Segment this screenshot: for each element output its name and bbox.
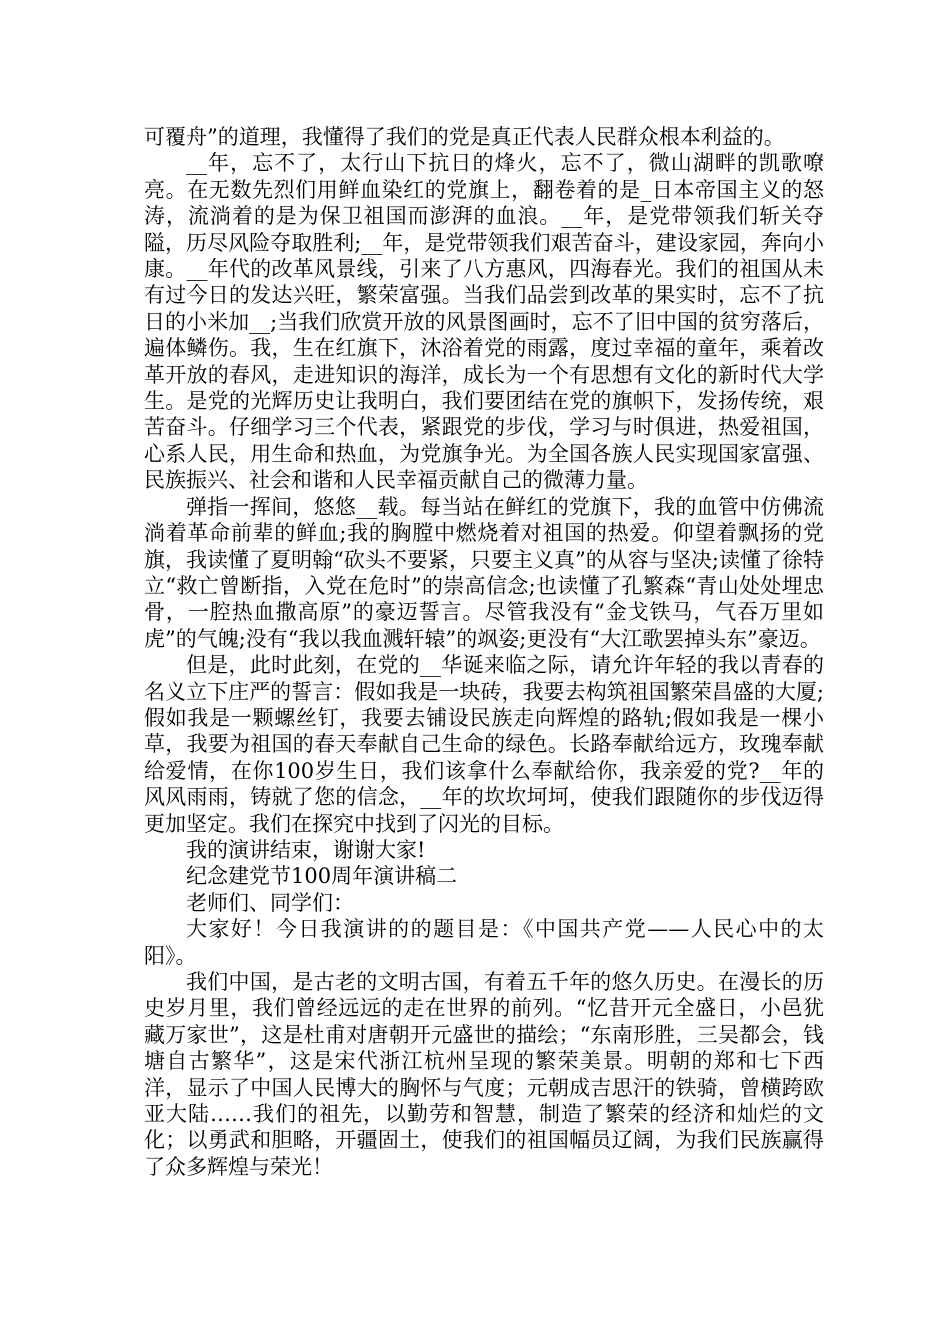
paragraph-2: __年，忘不了，太行山下抗日的烽火，忘不了，微山湖畔的凯歌嘹亮。在无数先烈们用鲜血染红的党旗上，翻卷着的是_日本帝国主义的怒涛，流淌着的是为保卫祖国而澎湃的血浪。__年，是党带领我们斩关夺隘，历尽风险夺取胜利;__年，是党带领我们艰苦奋斗，建设家园，奔向小康。__年代的改革风景线，引来了八方惠风，四海春光。我们的祖国从未有过今日的发达兴旺，繁荣富强。当我们品尝到改革的果实时，忘不了抗日的小米加__;当我们欣赏开放的风景图画时，忘不了旧中国的贫穷落后，遍体鳞伤。我，生在红旗下，沐浴着党的雨露，度过幸福的童年，乘着改革开放的春风，走进知识的海洋，成长为一个有思想有文化的新时代大学生。是党的光辉历史让我明白，我们要团结在党的旗帜下，发扬传统，艰苦奋斗。仔细学习三个代表，紧跟党的步伐，学习与时俱进，热爱祖国，心系人民，用生命和热血，为党旗争光。为全国各族人民实现国家富强、民族振兴、社会和谐和人民幸福贡献自己的微薄力量。: [144, 151, 824, 493]
speech-two-title: 纪念建党节100周年演讲稿二: [186, 864, 458, 889]
paragraph-history: 我们中国，是古老的文明古国，有着五千年的悠久历史。在漫长的历史岁月里，我们曾经远远的走在世界的前列。“忆昔开元全盛日，小邑犹藏万家世”，这是杜甫对唐朝开元盛世的描绘；“东南形胜，三吴都会，钱塘自古繁华”，这是宋代浙江杭州呈现的繁荣美景。明朝的郑和七下西洋，显示了中国人民博大的胸怀与气度；元朝成吉思汗的铁骑，曾横跨欧亚大陆……我们的祖先，以勤劳和智慧，制造了繁荣的经济和灿烂的文化；以勇武和胆略，开疆固土，使我们的祖国幅员辽阔，为我们民族赢得了众多辉煌与荣光！: [144, 970, 824, 1179]
paragraph-1: 可覆舟”的道理，我懂得了我们的党是真正代表人民群众根本利益的。: [144, 125, 785, 149]
salutation: 老师们、同学们：: [186, 890, 354, 915]
document-body: [144, 124, 824, 1180]
closing-line: 我的演讲结束，谢谢大家!: [186, 837, 426, 862]
greeting-paragraph: 大家好！今日我演讲的的题目是：《中国共产党——人民心中的太阳》。: [144, 917, 824, 968]
paragraph-3: 弹指一挥间，悠悠__载。每当站在鲜红的党旗下，我的血管中仿佛流淌着革命前辈的鲜血;我的胸膛中燃烧着对祖国的热爱。仰望着飘扬的党旗，我读懂了夏明翰“砍头不要紧，只要主义真”的从容与坚决;读懂了徐特立“救亡曾断指，入党在危时”的崇高信念;也读懂了孔繁森“青山处处埋忠骨，一腔热血撒高原”的豪迈誓言。尽管我没有“金戈铁马，气吞万里如虎”的气魄;没有“我以我血溅轩辕”的飒姿;更没有“大江歌罢掉头东”豪迈。: [144, 494, 824, 651]
paragraph-4: 但是，此时此刻，在党的__华诞来临之际，请允许年轻的我以青春的名义立下庄严的誓言：假如我是一块砖，我要去构筑祖国繁荣昌盛的大厦;假如我是一颗螺丝钉，我要去铺设民族走向辉煌的路轨;假如我是一棵小草，我要为祖国的春天奉献自己生命的绿色。长路奉献给远方，玫瑰奉献给爱情，在你100岁生日，我们该拿什么奉献给你，我亲爱的党?__年的风风雨雨，铸就了您的信念，__年的坎坎坷坷，使我们跟随你的步伐迈得更加坚定。我们在探究中找到了闪光的目标。: [144, 653, 824, 836]
